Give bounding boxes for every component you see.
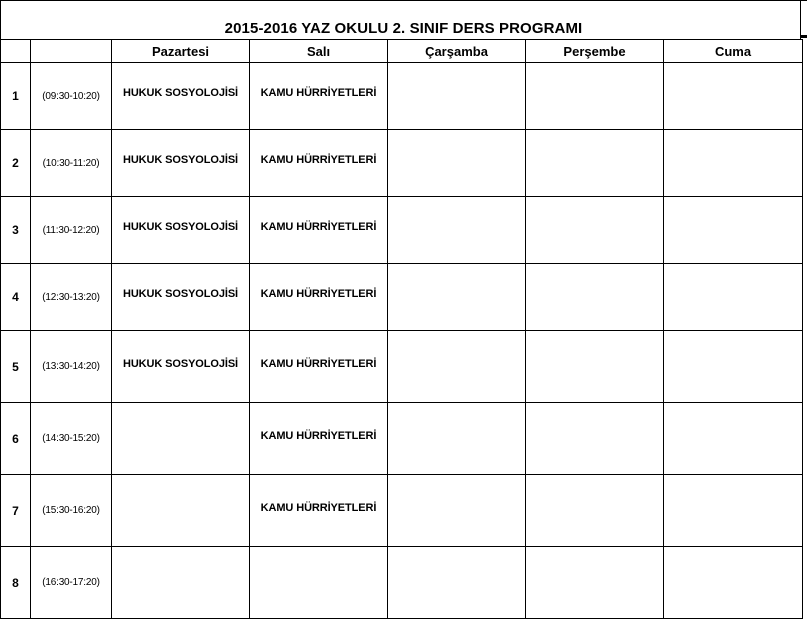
course-cell — [112, 264, 250, 331]
course-cell — [388, 331, 526, 403]
table-row — [1, 475, 803, 547]
course-cell — [250, 130, 388, 197]
row-number: 8 — [1, 547, 31, 619]
course-cell — [526, 475, 664, 547]
row-number: 2 — [1, 130, 31, 197]
time-slot: (15:30-16:20) — [31, 475, 112, 547]
course-name: KAMU HÜRRİYETLERİ — [260, 429, 377, 442]
course-name: HUKUK SOSYOLOJİSİ — [122, 87, 239, 99]
course-cell — [526, 63, 664, 130]
course-name: KAMU HÜRRİYETLERİ — [260, 87, 377, 99]
row-number: 6 — [1, 403, 31, 475]
row-number: 4 — [1, 264, 31, 331]
row-number: 7 — [1, 475, 31, 547]
time-slot: (14:30-15:20) — [31, 403, 112, 475]
course-name: KAMU HÜRRİYETLERİ — [260, 221, 377, 233]
day-header: Çarşamba — [388, 40, 526, 63]
course-cell — [250, 197, 388, 264]
course-cell — [388, 130, 526, 197]
day-header: Salı — [250, 40, 388, 63]
course-name: HUKUK SOSYOLOJİSİ — [122, 357, 239, 370]
course-cell — [250, 63, 388, 130]
course-cell — [250, 547, 388, 619]
course-name: KAMU HÜRRİYETLERİ — [260, 357, 377, 370]
course-cell — [526, 331, 664, 403]
day-header: Cuma — [664, 40, 803, 63]
course-cell — [664, 63, 803, 130]
row-number: 5 — [1, 331, 31, 403]
course-cell — [664, 264, 803, 331]
course-cell — [526, 403, 664, 475]
course-cell — [250, 403, 388, 475]
course-cell — [526, 264, 664, 331]
table-row — [1, 63, 803, 130]
course-cell — [388, 63, 526, 130]
course-cell — [112, 130, 250, 197]
table-row — [1, 403, 803, 475]
course-name: KAMU HÜRRİYETLERİ — [260, 501, 377, 514]
course-name: HUKUK SOSYOLOJİSİ — [122, 221, 239, 233]
row-number: 3 — [1, 197, 31, 264]
day-header: Perşembe — [526, 40, 664, 63]
course-cell — [250, 475, 388, 547]
title-bar — [0, 1, 807, 39]
row-number: 1 — [1, 63, 31, 130]
time-slot: (16:30-17:20) — [31, 547, 112, 619]
course-cell — [664, 331, 803, 403]
time-slot: (11:30-12:20) — [31, 197, 112, 264]
course-cell — [112, 403, 250, 475]
table-row — [1, 197, 803, 264]
course-cell — [664, 475, 803, 547]
course-cell — [112, 331, 250, 403]
table-row — [1, 547, 803, 619]
time-slot: (13:30-14:20) — [31, 331, 112, 403]
course-cell — [112, 197, 250, 264]
course-cell — [250, 264, 388, 331]
header-num-cell — [1, 40, 31, 63]
schedule-title: 2015-2016 YAZ OKULU 2. SINIF DERS PROGRAMI — [224, 20, 583, 37]
course-name: HUKUK SOSYOLOJİSİ — [122, 288, 239, 300]
course-cell — [112, 547, 250, 619]
course-name: KAMU HÜRRİYETLERİ — [260, 154, 377, 166]
day-header: Pazartesi — [112, 40, 250, 63]
corner-mark — [800, 35, 807, 38]
header-time-cell — [31, 40, 112, 63]
header-row — [1, 40, 803, 63]
table-row — [1, 331, 803, 403]
course-cell — [664, 547, 803, 619]
course-cell — [526, 130, 664, 197]
course-cell — [112, 475, 250, 547]
course-cell — [388, 547, 526, 619]
course-name: KAMU HÜRRİYETLERİ — [260, 288, 377, 300]
course-cell — [112, 63, 250, 130]
course-cell — [526, 547, 664, 619]
time-slot: (10:30-11:20) — [31, 130, 112, 197]
table-row — [1, 264, 803, 331]
schedule-table — [0, 39, 803, 619]
course-cell — [250, 331, 388, 403]
course-name: HUKUK SOSYOLOJİSİ — [122, 154, 239, 166]
course-cell — [388, 403, 526, 475]
time-slot: (12:30-13:20) — [31, 264, 112, 331]
course-cell — [388, 475, 526, 547]
course-cell — [664, 130, 803, 197]
course-cell — [664, 197, 803, 264]
table-row — [1, 130, 803, 197]
time-slot: (09:30-10:20) — [31, 63, 112, 130]
course-cell — [388, 197, 526, 264]
course-cell — [388, 264, 526, 331]
course-cell — [526, 197, 664, 264]
course-cell — [664, 403, 803, 475]
